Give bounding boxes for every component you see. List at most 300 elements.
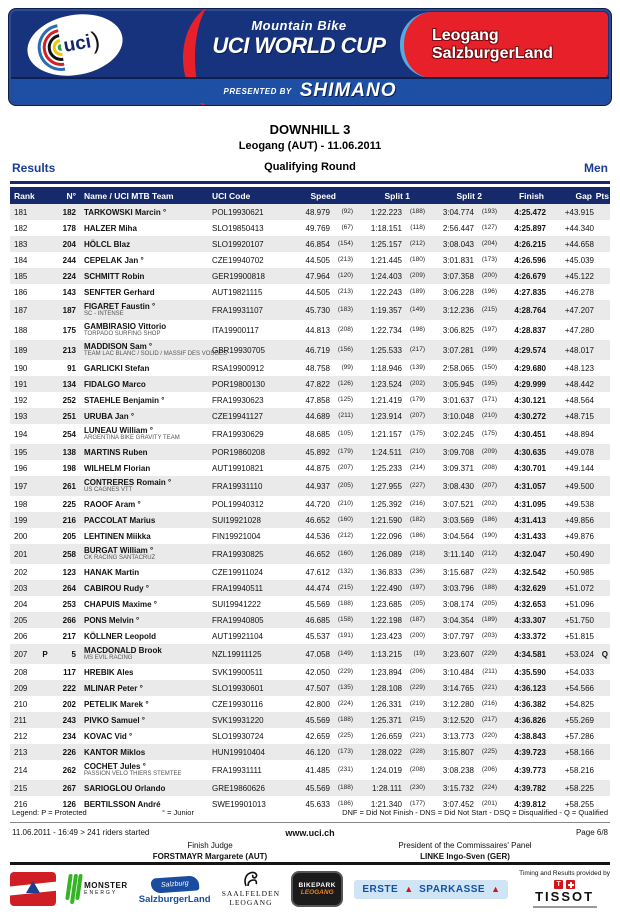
finish-judge-block <box>90 840 330 862</box>
rank-cell: 206 <box>14 631 28 641</box>
finish-time-cell: 4:32.629 <box>514 583 546 593</box>
finish-time-cell: 4:38.843 <box>514 731 546 741</box>
presenter-strip <box>11 77 609 103</box>
split1-cell: 1:22.096 <box>370 531 402 541</box>
rider-cell <box>76 412 210 421</box>
finish-time-cell: 4:28.764 <box>514 305 546 315</box>
speed-rank-cell: (186) <box>337 799 353 807</box>
gap-cell: +48.017 <box>564 345 594 355</box>
bib-number-cell: 226 <box>62 747 76 757</box>
finish-time-cell: 4:29.574 <box>514 345 546 355</box>
col-number: N° <box>66 190 76 201</box>
location-line2: SalzburgerLand <box>432 45 553 62</box>
speed-rank-cell: (154) <box>337 239 353 247</box>
table-row <box>10 460 610 476</box>
footer-divider <box>10 862 610 865</box>
gap-cell: +54.566 <box>564 683 594 693</box>
rider-name: KÖLLNER Leopold <box>84 631 156 641</box>
rank-cell: 210 <box>14 699 28 709</box>
uci-code-cell: AUT19821115 <box>212 287 263 297</box>
rider-cell <box>76 464 210 473</box>
rider-name: GARLICKI Stefan <box>84 363 150 373</box>
split1-rank-cell: (210) <box>409 447 425 455</box>
rank-cell: 214 <box>14 765 28 775</box>
finish-time-cell: 4:31.433 <box>514 531 546 541</box>
sparkasse-symbol-icon: ▲ <box>404 883 414 894</box>
tissot-wordmark: TISSOT <box>535 889 595 904</box>
bib-number-cell: 267 <box>62 783 76 793</box>
erste-wordmark: ERSTE <box>362 883 399 895</box>
split2-cell: 3:08.430 <box>442 481 474 491</box>
split1-cell: 1:27.955 <box>370 481 402 491</box>
finish-time-cell: 4:28.837 <box>514 325 546 335</box>
speed-cell: 44.689 <box>305 411 330 421</box>
rank-cell: 194 <box>14 429 28 439</box>
split1-rank-cell: (139) <box>409 363 425 371</box>
split1-cell: 1:19.357 <box>370 305 402 315</box>
split2-rank-cell: (223) <box>481 567 497 575</box>
split1-cell: 1:21.340 <box>370 799 402 809</box>
rider-cell <box>76 546 210 562</box>
gap-cell: +48.123 <box>564 363 594 373</box>
speed-cell: 45.730 <box>305 305 330 315</box>
split1-rank-cell: (214) <box>409 463 425 471</box>
speed-rank-cell: (135) <box>337 683 353 691</box>
rider-cell <box>76 256 210 265</box>
rider-cell <box>76 584 210 593</box>
split2-rank-cell: (190) <box>481 531 497 539</box>
split1-rank-cell: (187) <box>409 615 425 623</box>
table-row <box>10 376 610 392</box>
rider-cell <box>76 600 210 609</box>
speed-cell: 42.659 <box>305 731 330 741</box>
split2-rank-cell: (210) <box>481 411 497 419</box>
split1-cell: 1:36.833 <box>370 567 402 577</box>
rider-name: FIGARET Faustin ° <box>84 302 156 311</box>
bib-number-cell: 178 <box>62 223 76 233</box>
speed-rank-cell: (132) <box>337 567 353 575</box>
finish-judge-name: FORSTMAYR Margarete (AUT) <box>152 852 268 861</box>
split2-cell: 3:10.484 <box>442 667 474 677</box>
bib-number-cell: 187 <box>62 305 76 315</box>
finish-time-cell: 4:30.121 <box>514 395 546 405</box>
split2-rank-cell: (229) <box>481 649 497 657</box>
finish-time-cell: 4:39.782 <box>514 783 546 793</box>
monster-claw-icon <box>67 874 81 904</box>
rider-cell <box>76 616 210 625</box>
split1-cell: 1:22.243 <box>370 287 402 297</box>
split1-cell: 1:25.533 <box>370 345 402 355</box>
finish-time-cell: 4:36.123 <box>514 683 546 693</box>
gap-cell: +49.538 <box>564 499 594 509</box>
finish-time-cell: 4:29.999 <box>514 379 546 389</box>
split2-cell: 3:01.831 <box>442 255 474 265</box>
split2-cell: 3:13.773 <box>442 731 474 741</box>
split2-rank-cell: (186) <box>481 515 497 523</box>
split2-cell: 3:07.281 <box>442 345 474 355</box>
rank-cell: 207 <box>14 649 28 659</box>
uci-website-link[interactable]: www.uci.ch <box>285 828 335 838</box>
speed-rank-cell: (231) <box>337 765 353 773</box>
split1-cell: 1:21.157 <box>370 429 402 439</box>
bib-number-cell: 224 <box>62 271 76 281</box>
finish-time-cell: 4:33.372 <box>514 631 546 641</box>
bikepark-leogang-wordmark: LEOGANG <box>300 889 334 896</box>
col-speed: Speed <box>310 190 336 201</box>
split2-cell: 3:08.174 <box>442 599 474 609</box>
split2-rank-cell: (173) <box>481 255 497 263</box>
gap-cell: +51.072 <box>564 583 594 593</box>
table-row <box>10 320 610 340</box>
split2-cell: 3:07.521 <box>442 499 474 509</box>
speed-cell: 47.058 <box>305 649 330 659</box>
split2-rank-cell: (217) <box>481 715 497 723</box>
col-gap: Gap <box>575 190 592 201</box>
split2-cell: 3:07.358 <box>442 271 474 281</box>
rider-cell <box>76 478 210 494</box>
split2-cell: 3:05.945 <box>442 379 474 389</box>
rider-name: TARKOWSKI Marcin ° <box>84 207 167 217</box>
bib-number-cell: 258 <box>62 549 76 559</box>
speed-rank-cell: (191) <box>337 631 353 639</box>
split1-rank-cell: (197) <box>409 583 425 591</box>
speed-rank-cell: (125) <box>337 395 353 403</box>
split1-cell: 1:28.022 <box>370 747 402 757</box>
split2-rank-cell: (224) <box>481 783 497 791</box>
gap-cell: +44.658 <box>564 239 594 249</box>
rider-name: SARIOGLOU Orlando <box>84 783 166 793</box>
bikepark-wordmark: BIKEPARK <box>298 882 336 889</box>
split1-cell: 1:28.111 <box>372 783 402 793</box>
split1-rank-cell: (175) <box>409 429 425 437</box>
split2-cell: 3:06.825 <box>442 325 474 335</box>
split2-cell: 3:11.140 <box>443 549 474 559</box>
bib-number-cell: 204 <box>62 239 76 249</box>
table-row <box>10 664 610 680</box>
rank-cell: 193 <box>14 411 28 421</box>
bib-number-cell: 5 <box>71 649 76 659</box>
bib-number-cell: 175 <box>62 325 76 335</box>
rank-cell: 200 <box>14 531 28 541</box>
split1-cell: 1:24.403 <box>370 271 402 281</box>
rider-cell <box>76 632 210 641</box>
table-row <box>10 392 610 408</box>
series-title: UCI WORLD CUP <box>212 33 386 58</box>
speed-cell: 47.964 <box>305 271 330 281</box>
rider-name: GAMBIRASIO Vittorio <box>84 322 167 331</box>
speed-cell: 47.507 <box>305 683 330 693</box>
round-label: Qualifying Round <box>264 161 356 173</box>
gap-cell: +48.442 <box>564 379 594 389</box>
salzburgerland-logo <box>139 873 211 905</box>
split1-rank-cell: (227) <box>409 481 425 489</box>
rider-cell <box>76 448 210 457</box>
split1-cell: 1:23.914 <box>370 411 402 421</box>
split2-rank-cell: (199) <box>481 345 497 353</box>
uci-logo-paren: ) <box>89 26 103 55</box>
uci-code-cell: SVK19931220 <box>212 715 264 725</box>
finish-time-cell: 4:25.897 <box>514 223 546 233</box>
rank-cell: 212 <box>14 731 28 741</box>
rank-cell: 191 <box>14 379 28 389</box>
uci-code-cell: CZE19911024 <box>212 567 263 577</box>
legend-row <box>12 808 608 817</box>
speed-cell: 42.050 <box>305 667 330 677</box>
rider-cell <box>76 732 210 741</box>
split1-rank-cell: (209) <box>409 271 425 279</box>
split2-cell: 3:04.354 <box>442 615 474 625</box>
finish-time-cell: 4:39.723 <box>514 747 546 757</box>
gap-cell: +45.122 <box>564 271 594 281</box>
finish-time-cell: 4:25.472 <box>514 207 546 217</box>
split2-cell: 3:03.796 <box>442 583 474 593</box>
split1-cell: 1:26.659 <box>370 731 402 741</box>
rider-name: SENFTER Gerhard <box>84 287 155 297</box>
table-row <box>10 268 610 284</box>
rider-cell <box>76 396 210 405</box>
table-row <box>10 408 610 424</box>
speed-rank-cell: (188) <box>337 599 353 607</box>
rank-cell: 204 <box>14 599 28 609</box>
rider-name: PONS Melvin ° <box>84 615 140 625</box>
rider-cell <box>76 784 210 793</box>
bib-number-cell: 182 <box>62 207 76 217</box>
speed-rank-cell: (120) <box>337 271 353 279</box>
speed-rank-cell: (215) <box>337 583 353 591</box>
speed-cell: 48.758 <box>305 363 330 373</box>
gap-cell: +57.286 <box>564 731 594 741</box>
gap-cell: +45.039 <box>564 255 594 265</box>
col-pts: Pts <box>595 190 609 201</box>
split2-rank-cell: (171) <box>481 395 497 403</box>
pts-cell: Q <box>601 649 608 659</box>
rank-cell: 197 <box>14 481 28 491</box>
speed-cell: 45.569 <box>305 715 330 725</box>
table-row <box>10 596 610 612</box>
rider-cell <box>76 532 210 541</box>
table-row <box>10 712 610 728</box>
uci-code-cell: SLO19850413 <box>212 223 264 233</box>
split1-cell: 1:21.590 <box>370 515 402 525</box>
finish-time-cell: 4:36.826 <box>514 715 546 725</box>
table-row <box>10 512 610 528</box>
split2-rank-cell: (150) <box>481 363 497 371</box>
table-row <box>10 424 610 444</box>
split2-rank-cell: (206) <box>481 765 497 773</box>
split1-cell: 1:25.233 <box>370 463 402 473</box>
split2-rank-cell: (188) <box>481 583 497 591</box>
bib-number-cell: 202 <box>62 699 76 709</box>
split1-rank-cell: (236) <box>409 567 425 575</box>
table-row <box>10 476 610 496</box>
section-divider <box>10 181 610 184</box>
uci-code-cell: POR19800130 <box>212 379 265 389</box>
finish-time-cell: 4:30.701 <box>514 463 546 473</box>
rank-cell: 208 <box>14 667 28 677</box>
speed-cell: 45.569 <box>305 783 330 793</box>
uci-code-cell: FRA19930623 <box>212 395 264 405</box>
table-row <box>10 284 610 300</box>
split1-rank-cell: (215) <box>409 715 425 723</box>
salzburgerland-wordmark: SalzburgerLand <box>138 894 211 905</box>
page-number: Page 6/8 <box>575 828 608 837</box>
split1-rank-cell: (228) <box>409 747 425 755</box>
uci-logo <box>23 8 128 83</box>
saalfelden-leogang-logo <box>222 871 280 907</box>
table-row <box>10 496 610 512</box>
split1-rank-cell: (186) <box>409 531 425 539</box>
uci-code-cell: GBR19930705 <box>212 345 265 355</box>
split1-rank-cell: (19) <box>413 649 425 657</box>
finish-time-cell: 4:26.215 <box>514 239 546 249</box>
uci-code-cell: POR19860208 <box>212 447 265 457</box>
tissot-t-icon: T <box>554 880 563 889</box>
split1-rank-cell: (180) <box>409 255 425 263</box>
finish-time-cell: 4:30.635 <box>514 447 546 457</box>
gap-cell: +48.715 <box>564 411 594 421</box>
rider-name: LUNEAU William ° <box>84 426 153 435</box>
speed-rank-cell: (224) <box>337 699 353 707</box>
bib-number-cell: 234 <box>62 731 76 741</box>
split1-rank-cell: (177) <box>409 799 425 807</box>
col-rank: Rank <box>14 190 35 201</box>
table-row <box>10 360 610 376</box>
uci-code-cell: POL19930621 <box>212 207 264 217</box>
speed-rank-cell: (179) <box>337 447 353 455</box>
rider-name: PETELIK Marek ° <box>84 699 149 709</box>
bib-number-cell: 123 <box>62 567 76 577</box>
split1-cell: 1:25.371 <box>370 715 402 725</box>
finish-time-cell: 4:36.382 <box>514 699 546 709</box>
split2-cell: 3:23.607 <box>442 649 474 659</box>
split1-rank-cell: (229) <box>409 683 425 691</box>
location-panel <box>400 12 608 78</box>
monster-energy-wordmark: ENERGY <box>84 890 118 896</box>
table-row <box>10 236 610 252</box>
speed-cell: 41.485 <box>305 765 330 775</box>
bib-number-cell: 264 <box>62 583 76 593</box>
speed-cell: 44.720 <box>305 499 330 509</box>
uci-code-cell: FRA19930629 <box>212 429 264 439</box>
rider-cell <box>76 426 210 442</box>
finish-time-cell: 4:29.680 <box>514 363 546 373</box>
gap-cell: +49.500 <box>564 481 594 491</box>
rider-cell <box>76 748 210 757</box>
bib-number-cell: 262 <box>62 765 76 775</box>
gap-cell: +54.825 <box>564 699 594 709</box>
rider-name: BERTILSSON André <box>84 799 161 809</box>
bib-number-cell: 138 <box>62 447 76 457</box>
table-row <box>10 644 610 664</box>
split2-rank-cell: (175) <box>481 429 497 437</box>
rider-team: SC - INTENSE <box>84 311 124 317</box>
bib-number-cell: 91 <box>67 363 76 373</box>
split1-cell: 1:22.223 <box>370 207 402 217</box>
uci-code-cell: SVK19900511 <box>212 667 264 677</box>
finish-time-cell: 4:31.413 <box>514 515 546 525</box>
split1-rank-cell: (207) <box>409 411 425 419</box>
split2-rank-cell: (203) <box>481 631 497 639</box>
presented-by-label: PRESENTED BY <box>223 86 292 96</box>
series-subtitle: Mountain Bike <box>251 18 347 33</box>
uci-code-cell: GRE19860626 <box>212 783 265 793</box>
rider-name: MACDONALD Brook <box>84 646 162 655</box>
results-table <box>10 187 610 812</box>
category-label: Men <box>584 161 608 175</box>
split1-cell: 1:22.198 <box>370 615 402 625</box>
table-body <box>10 204 610 812</box>
sparkasse-wordmark: SPARKASSE <box>419 883 486 895</box>
finish-time-cell: 4:31.095 <box>514 499 546 509</box>
gap-cell: +49.876 <box>564 531 594 541</box>
split2-cell: 3:04.774 <box>442 207 474 217</box>
col-uci-code: UCI Code <box>212 190 251 201</box>
split2-cell: 3:04.564 <box>442 531 474 541</box>
table-row <box>10 696 610 712</box>
rider-cell <box>76 716 210 725</box>
rider-cell <box>76 288 210 297</box>
rank-cell: 185 <box>14 271 28 281</box>
split1-rank-cell: (200) <box>409 631 425 639</box>
split2-cell: 3:10.048 <box>442 411 474 421</box>
split1-cell: 1:23.423 <box>370 631 402 641</box>
col-name-team: Name / UCI MTB Team <box>84 190 174 201</box>
speed-rank-cell: (173) <box>337 747 353 755</box>
finish-time-cell: 4:32.047 <box>514 549 546 559</box>
uci-code-cell: FIN19921004 <box>212 531 261 541</box>
gap-cell: +58.225 <box>564 783 594 793</box>
rider-name: HANAK Martin <box>84 567 140 577</box>
table-row <box>10 220 610 236</box>
uci-code-cell: SUI19921028 <box>212 515 261 525</box>
split2-cell: 3:01.637 <box>442 395 474 405</box>
speed-rank-cell: (225) <box>337 731 353 739</box>
rider-name: MADDISON Sam ° <box>84 342 153 351</box>
rider-team: CK RACING SANTACRUZ <box>84 555 156 561</box>
rank-cell: 186 <box>14 287 28 297</box>
rank-cell: 216 <box>14 799 28 809</box>
speed-cell: 46.719 <box>305 345 330 355</box>
erste-sparkasse-logo <box>354 880 508 899</box>
split1-cell: 1:22.490 <box>370 583 402 593</box>
speed-rank-cell: (211) <box>338 411 353 419</box>
split2-rank-cell: (211) <box>482 667 497 675</box>
split2-rank-cell: (209) <box>481 447 497 455</box>
speed-cell: 45.537 <box>305 631 330 641</box>
speed-rank-cell: (210) <box>337 499 353 507</box>
col-finish: Finish <box>518 190 544 201</box>
gap-cell: +58.216 <box>564 765 594 775</box>
bib-number-cell: 244 <box>62 255 76 265</box>
riders-started-text: 11.06.2011 - 16:49 > 241 riders started <box>12 828 150 837</box>
tissot-tagline <box>533 906 597 908</box>
split2-rank-cell: (220) <box>481 731 497 739</box>
gap-cell: +50.490 <box>564 549 594 559</box>
rider-team: ARGENTINA BIKE GRAVITY TEAM <box>84 435 180 441</box>
split2-cell: 3:15.687 <box>442 567 474 577</box>
flag-triangle <box>26 881 40 893</box>
president-label: President of the Commissaires' Panel <box>398 841 532 850</box>
table-row <box>10 444 610 460</box>
rider-name: MARTINS Ruben <box>84 447 148 457</box>
rider-team: TEAM LAC BLANC / SOLID / MASSIF DES VOSGES <box>84 351 228 357</box>
gap-cell: +51.096 <box>564 599 594 609</box>
uci-code-cell: SLO19930724 <box>212 731 264 741</box>
table-row <box>10 252 610 268</box>
gap-cell: +50.985 <box>564 567 594 577</box>
table-row <box>10 612 610 628</box>
saalfelden-wordmark: SAALFELDEN <box>221 889 281 898</box>
